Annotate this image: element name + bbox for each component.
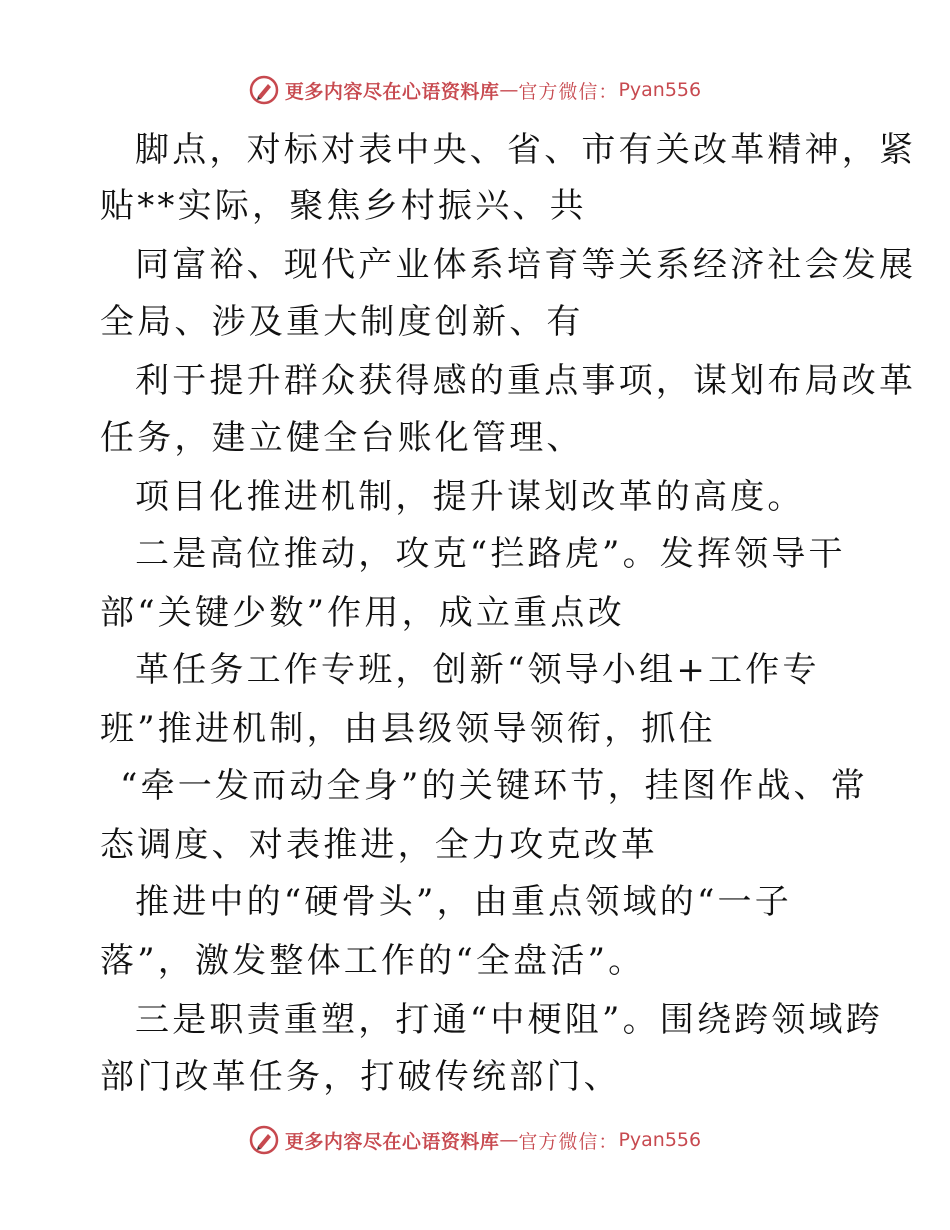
header-banner xyxy=(0,70,950,110)
text-line: 贴**实际，聚焦乡村振兴、共 xyxy=(100,186,587,226)
footer-banner xyxy=(0,1120,950,1160)
text-line: 落”，激发整体工作的“全盘活”。 xyxy=(100,941,646,981)
text-line: 同富裕、现代产业体系培育等关系经济社会发展 xyxy=(135,245,917,285)
footer-separator: — xyxy=(499,1129,519,1151)
text-line: 全局、涉及重大制度创新、有 xyxy=(100,302,584,342)
footer-wechat-label: 官方微信： xyxy=(518,1130,619,1153)
text-line: 利于提升群众获得感的重点事项，谋划布局改革 xyxy=(135,361,917,401)
footer-wechat-id: Pyan556 xyxy=(618,1129,702,1151)
text-line: 班”推进机制，由县级领导领衔，抓住 xyxy=(100,709,716,749)
text-line: 任务，建立健全台账化管理、 xyxy=(100,418,584,458)
header-separator: — xyxy=(499,79,519,101)
header-wechat-label: 官方微信： xyxy=(518,80,619,103)
text-line: 革任务工作专班，创新“领导小组+工作专 xyxy=(135,650,820,690)
text-line: 脚点，对标对表中央、省、市有关改革精神，紧 xyxy=(135,130,917,170)
header-wechat-id: Pyan556 xyxy=(618,79,702,101)
header-brand-text: 更多内容尽在心语资料库 xyxy=(284,80,500,103)
text-line: 三是职责重塑，打通“中梗阻”。围绕跨领域跨 xyxy=(135,1000,883,1040)
text-line: 态调度、对表推进，全力攻克改革 xyxy=(100,825,658,865)
text-line: 项目化推进机制，提升谋划改革的高度。 xyxy=(135,477,805,517)
text-line: “牵一发而动全身”的关键环节，挂图作战、常 xyxy=(120,766,868,806)
footer-brand-text: 更多内容尽在心语资料库 xyxy=(284,1130,500,1153)
text-line: 部门改革任务，打破传统部门、 xyxy=(100,1057,621,1097)
pen-logo-icon xyxy=(249,1125,279,1155)
text-line: 推进中的“硬骨头”，由重点领域的“一子 xyxy=(135,882,792,922)
text-line: 二是高位推动，攻克“拦路虎”。发挥领导干 xyxy=(135,534,846,574)
text-line: 部“关键少数”作用，成立重点改 xyxy=(100,593,625,633)
pen-logo-icon xyxy=(249,75,279,105)
